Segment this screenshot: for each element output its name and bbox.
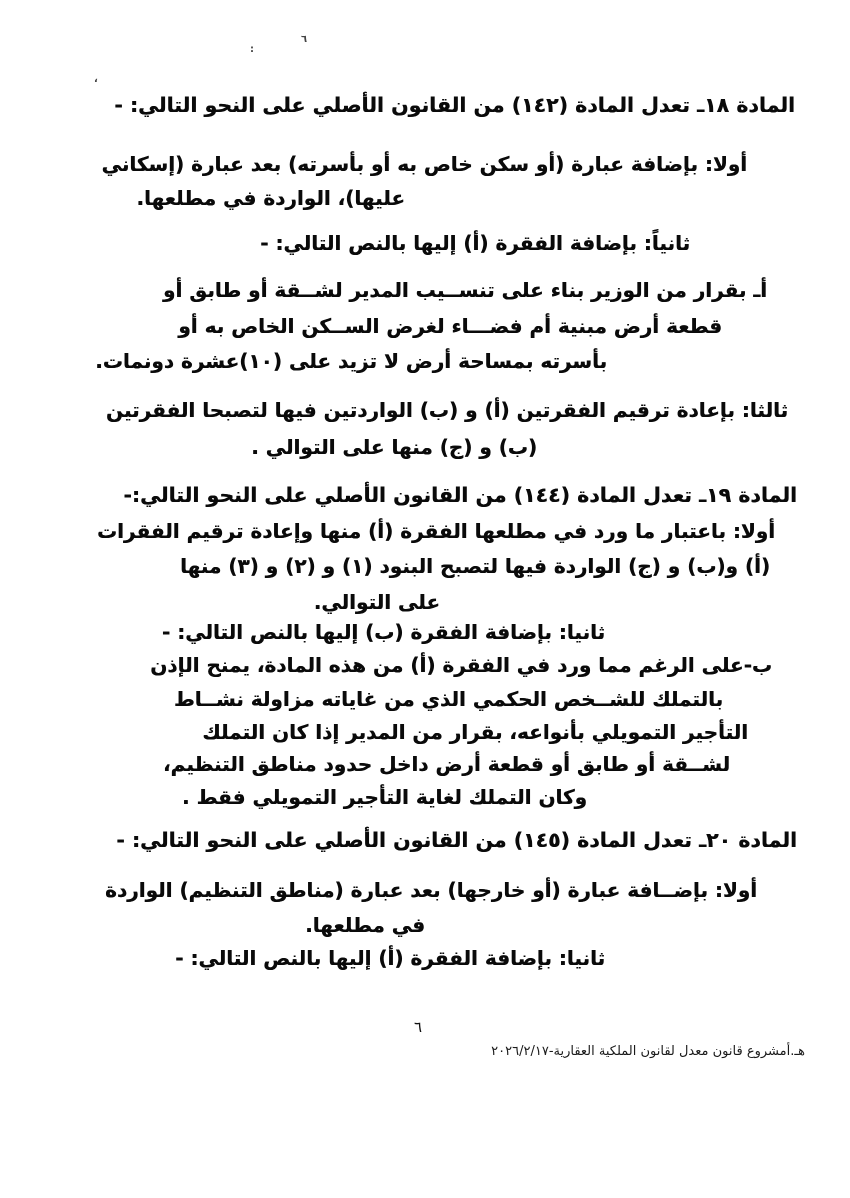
scan-artifact: ، [94,74,98,85]
article-19-paragraph-b-l3: التأجير التمويلي بأنواعه، بقرار من المدير إذا كان التملك [202,720,748,744]
article-18-clause-second: ثانياً: بإضافة الفقرة (أ) إليها بالنص التالي: - [260,231,690,255]
footer-note: هـ.أمشروع قانون معدل لقانون الملكية العقارية-٢٠٢٦/٢/١٧ [491,1044,805,1059]
article-18-clause-first-cont: عليها)، الواردة في مطلعها. [136,186,405,210]
article-19-clause-first: أولا: باعتبار ما ورد في مطلعها الفقرة (أ) منها وإعادة ترقيم الفقرات [96,519,775,543]
article-19-clause-second: ثانيا: بإضافة الفقرة (ب) إليها بالنص التالي: - [161,620,605,644]
article-18-clause-third-cont: (ب) و (ج) منها على التوالي . [251,435,537,459]
article-19-clause-first-cont: (أ) و(ب) و (ج) الواردة فيها لتصبح البنود (١) و (٢) و (٣) منها [179,554,770,578]
article-18-paragraph-a-cont: قطعة أرض مبنية أم فضـــاء لغرض الســكن الخاص به أو [178,314,722,338]
article-20-clause-second: ثانيا: بإضافة الفقرة (أ) إليها بالنص التالي: - [175,946,605,970]
scan-artifact: : [250,44,254,55]
article-19-clause-first-end: على التوالي. [313,590,440,614]
article-19-paragraph-b-l2: بالتملك للشــخص الحكمي الذي من غاياته مزاولة نشــاط [173,687,723,711]
article-19-paragraph-b: ب-على الرغم مما ورد في الفقرة (أ) من هذه المادة، يمنح الإذن [150,653,772,677]
article-18-clause-third: ثالثا: بإعادة ترقيم الفقرتين (أ) و (ب) الواردتين فيها لتصبحا الفقرتين [105,398,788,422]
article-20-heading: المادة ٢٠ـ تعدل المادة (١٤٥) من القانون الأصلي على النحو التالي: - [116,828,797,852]
article-18-clause-first: أولا: بإضافة عبارة (أو سكن خاص به أو بأسرته) بعد عبارة (إسكاني [101,152,747,176]
article-19-paragraph-b-end: وكان التملك لغاية التأجير التمويلي فقط . [181,785,587,809]
article-20-clause-first: أولا: بإضــافة عبارة (أو خارجها) بعد عبارة (مناطق التنظيم) الواردة [105,878,757,902]
article-19-paragraph-b-l4: لشــقة أو طابق أو قطعة أرض داخل حدود مناطق التنظيم، [162,752,730,776]
article-19-heading: المادة ١٩ـ تعدل المادة (١٤٤) من القانون الأصلي على النحو التالي:- [123,483,797,507]
article-18-paragraph-a: أـ بقرار من الوزير بناء على تنســيب المدير لشــقة أو طابق أو [162,278,767,302]
scan-artifact: ٦ [301,34,308,45]
article-20-clause-first-end: في مطلعها. [305,913,425,937]
page-number: ٦ [414,1018,423,1036]
article-18-paragraph-a-end: بأسرته بمساحة أرض لا تزيد على (١٠)عشرة دونمات. [95,349,607,373]
article-18-heading: المادة ١٨ـ تعدل المادة (١٤٢) من القانون الأصلي على النحو التالي: - [114,93,795,117]
